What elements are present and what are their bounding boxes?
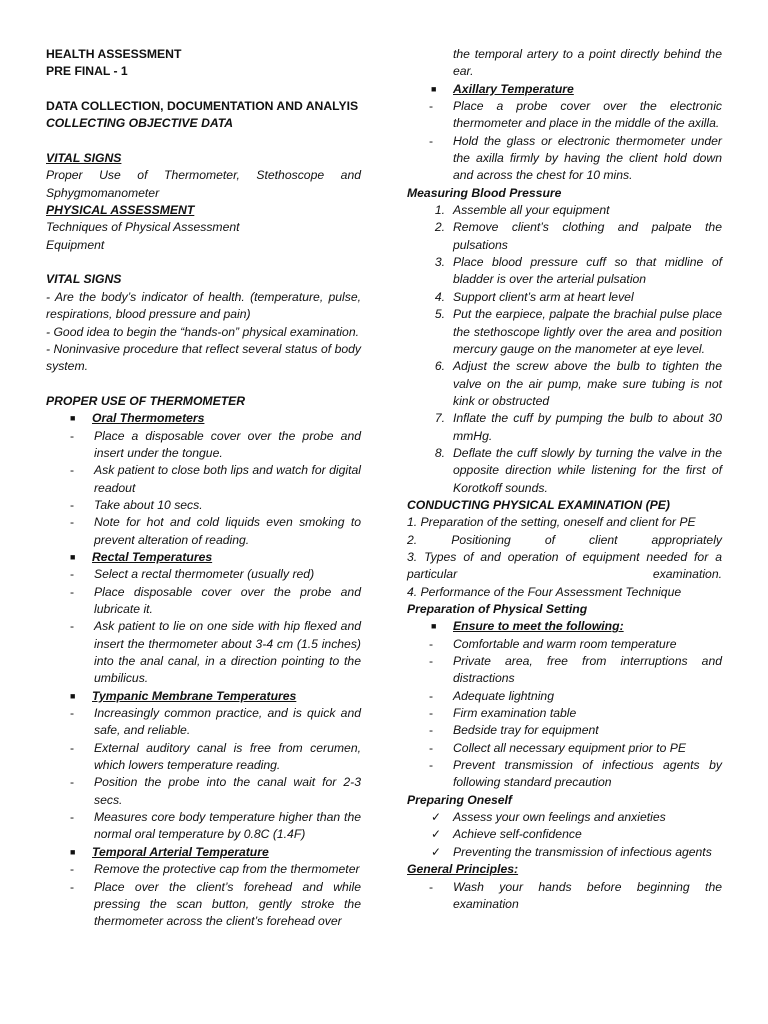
- vital-signs-heading: VITAL SIGNS: [46, 151, 122, 166]
- list-item-text: External auditory canal is free from cerumen, which lowers temperature reading.: [94, 740, 361, 773]
- document-title: HEALTH ASSESSMENT: [46, 47, 182, 61]
- list-item-text: Hold the glass or electronic thermometer under the axilla firmly by having the client hold down and across the chest for 10 mins.: [453, 133, 722, 183]
- list-item: [407, 740, 722, 757]
- dash-bullet: -: [70, 619, 75, 634]
- square-bullet-icon: ■: [431, 83, 437, 94]
- list-item: [46, 428, 361, 463]
- list-item: [46, 861, 361, 878]
- ensure-heading: Ensure to meet the following:: [453, 619, 624, 634]
- right-column: [407, 46, 722, 913]
- check-item: [407, 844, 722, 861]
- list-item-text: Collect all necessary equipment prior to PE: [453, 740, 687, 755]
- list-item-text: Adequate lightning: [453, 688, 554, 703]
- dash-bullet: -: [429, 688, 434, 703]
- physical-assessment-line: Equipment: [46, 237, 105, 252]
- vital-signs-point: - Good idea to begin the “hands-on” physical examination.: [46, 324, 360, 339]
- list-item-text: Take about 10 secs.: [94, 497, 203, 512]
- pe-point: 1. Preparation of the setting, oneself and client for PE: [407, 515, 696, 530]
- check-item-text: Assess your own feelings and anxieties: [453, 810, 666, 825]
- list-item: [46, 584, 361, 619]
- dash-bullet: -: [429, 740, 434, 755]
- list-item: [407, 636, 722, 653]
- dash-bullet: -: [70, 879, 75, 894]
- bp-step-text: Place blood pressure cuff so that midline of bladder is over the arterial pulsation: [453, 255, 722, 287]
- list-item-text: Private area, free from interruptions and distractions: [453, 654, 722, 686]
- dash-bullet: -: [429, 654, 434, 669]
- checkmark-icon: ✓: [431, 827, 442, 842]
- pe-point: 4. Performance of the Four Assessment Technique: [407, 584, 682, 599]
- bp-step: [407, 306, 722, 358]
- tympanic-heading: Tympanic Membrane Temperatures: [92, 688, 297, 703]
- list-item: [407, 653, 722, 688]
- pe-point: 3. Types of and operation of equipment needed for a particular examination.: [407, 549, 722, 582]
- checkmark-icon: ✓: [431, 844, 442, 859]
- bp-step-text: Put the earpiece, palpate the brachial pulse place the stethoscope lightly over the area and position mercury gauge on the manometer at eye level.: [453, 307, 722, 356]
- list-item: [407, 879, 722, 914]
- list-item: [407, 98, 722, 133]
- vital-signs-heading-2: VITAL SIGNS: [46, 272, 122, 287]
- dash-bullet: -: [70, 740, 75, 755]
- general-heading: General Principles:: [407, 862, 519, 877]
- check-item: [407, 809, 722, 826]
- dash-bullet: -: [70, 810, 75, 825]
- list-item: [407, 757, 722, 792]
- dash-bullet: -: [429, 133, 434, 148]
- pe-heading: CONDUCTING PHYSICAL EXAMINATION (PE): [407, 497, 670, 512]
- setting-heading: Preparation of Physical Setting: [407, 602, 588, 616]
- dash-bullet: -: [70, 706, 75, 721]
- check-item-text: Preventing the transmission of infectious agents: [453, 844, 712, 859]
- dash-bullet: -: [429, 879, 434, 894]
- dash-bullet: -: [70, 775, 75, 790]
- oneself-heading: Preparing Oneself: [407, 792, 512, 807]
- list-item-text: Place disposable cover over the probe and lubricate it.: [94, 584, 361, 616]
- dash-bullet: -: [70, 515, 75, 530]
- list-item: [46, 740, 361, 775]
- list-item: [46, 809, 361, 844]
- check-item-text: Achieve self-confidence: [453, 827, 582, 842]
- dash-bullet: -: [70, 428, 75, 443]
- dash-bullet: -: [429, 758, 434, 773]
- bp-step: [407, 358, 722, 410]
- list-item-text: Increasingly common practice, and is quick and safe, and reliable.: [94, 706, 361, 738]
- list-item: [46, 705, 361, 740]
- dash-bullet: 2.: [434, 220, 445, 235]
- axillary-heading: Axillary Temperature: [453, 81, 574, 96]
- bp-step: [407, 254, 722, 289]
- document-subtitle: PRE FINAL - 1: [46, 64, 128, 79]
- list-item: [46, 566, 361, 583]
- dash-bullet: -: [70, 584, 75, 599]
- dash-bullet: -: [70, 862, 75, 877]
- list-item-text: Remove the protective cap from the thermometer: [94, 862, 360, 877]
- list-item-text: Prevent transmission of infectious agents by following standard precaution: [453, 758, 722, 790]
- list-item: [407, 705, 722, 722]
- list-item: [407, 722, 722, 739]
- bp-step: [407, 445, 722, 497]
- list-item-text: Ask patient to lie on one side with hip flexed and insert the thermometer about 3-4 cm (1.5 inches) into the anal canal, in a direction pointing to the umbilicus.: [94, 619, 361, 686]
- list-item: [46, 462, 361, 497]
- thermometer-heading: PROPER USE OF THERMOMETER: [46, 393, 246, 408]
- list-item: [407, 133, 722, 185]
- list-item-text: Position the probe into the canal wait for 2-3 secs.: [94, 775, 361, 807]
- dash-bullet: -: [429, 723, 434, 738]
- dash-bullet: -: [429, 636, 434, 651]
- dash-bullet: -: [70, 463, 75, 478]
- check-item: [407, 826, 722, 843]
- bp-step: [407, 410, 722, 445]
- ensure-subheading: [407, 618, 722, 635]
- left-column: [46, 46, 361, 931]
- list-item: [46, 618, 361, 687]
- subsection-oral: [46, 410, 361, 427]
- square-bullet-icon: ■: [70, 846, 76, 857]
- bp-step-text: Adjust the screw above the bulb to tighten the valve on the air pump, make sure tubing is not kink or obstructed: [453, 359, 722, 408]
- list-item-text: Select a rectal thermometer (usually red): [94, 567, 315, 582]
- section-title: DATA COLLECTION, DOCUMENTATION AND ANALYIS: [46, 99, 359, 114]
- dash-bullet: 4.: [434, 289, 445, 304]
- subsection-tympanic: [46, 688, 361, 705]
- rectal-heading: Rectal Temperatures: [92, 549, 213, 564]
- section-subtitle: COLLECTING OBJECTIVE DATA: [46, 116, 234, 131]
- square-bullet-icon: ■: [431, 621, 437, 632]
- bp-step-text: Assemble all your equipment: [453, 203, 610, 218]
- list-item-text: Place a probe cover over the electronic thermometer and place in the middle of the axilla.: [453, 99, 722, 131]
- physical-assessment-line: Techniques of Physical Assessment: [46, 220, 240, 235]
- list-item-text: Comfortable and warm room temperature: [453, 636, 677, 651]
- dash-bullet: 8.: [434, 445, 445, 460]
- bp-step-text: Deflate the cuff slowly by turning the valve in the opposite direction while listening for the first of Korotkoff sounds.: [453, 445, 722, 495]
- dash-bullet: 3.: [434, 255, 445, 270]
- bp-step: [407, 289, 722, 306]
- dash-bullet: -: [429, 706, 434, 721]
- oral-heading: Oral Thermometers: [92, 411, 205, 426]
- physical-assessment-heading: PHYSICAL ASSESSMENT: [46, 203, 195, 218]
- bp-step: [407, 219, 722, 254]
- subsection-axillary: [407, 81, 722, 98]
- subsection-temporal: [46, 844, 361, 861]
- list-item-text: Wash your hands before beginning the examination: [453, 879, 722, 911]
- list-item: [407, 688, 722, 705]
- checkmark-icon: ✓: [431, 810, 442, 825]
- square-bullet-icon: ■: [70, 413, 76, 424]
- bp-heading: Measuring Blood Pressure: [407, 185, 562, 200]
- list-item: [46, 879, 361, 931]
- bp-step: [407, 202, 722, 219]
- temporal-heading: Temporal Arterial Temperature: [92, 844, 269, 859]
- square-bullet-icon: ■: [70, 690, 76, 701]
- dash-bullet: -: [429, 99, 434, 114]
- vital-signs-point: - Noninvasive procedure that reflect several status of body system.: [46, 341, 361, 374]
- list-item-text: Note for hot and cold liquids even smoking to prevent alteration of reading.: [94, 515, 361, 547]
- list-item-text: Place over the client’s forehead and while pressing the scan button, gently stroke the thermometer across the client’s forehead over: [94, 879, 361, 929]
- list-item-text: Firm examination table: [453, 706, 577, 721]
- list-item-text: Ask patient to close both lips and watch for digital readout: [94, 463, 361, 495]
- bp-step-text: Support client’s arm at heart level: [453, 289, 634, 304]
- square-bullet-icon: ■: [70, 551, 76, 562]
- pe-point: 2. Positioning of client appropriately: [407, 532, 722, 547]
- list-item-text: Bedside tray for equipment: [453, 723, 599, 738]
- dash-bullet: -: [70, 497, 75, 512]
- list-item: [46, 497, 361, 514]
- vital-signs-desc: Proper Use of Thermometer, Stethoscope and Sphygmomanometer: [46, 168, 361, 200]
- list-item: [46, 514, 361, 549]
- dash-bullet: -: [70, 567, 75, 582]
- bp-step-text: Inflate the cuff by pumping the bulb to about 30 mmHg.: [453, 411, 722, 443]
- dash-bullet: 6.: [434, 359, 445, 374]
- list-item: [46, 774, 361, 809]
- list-item-text: Place a disposable cover over the probe and insert under the tongue.: [94, 428, 361, 460]
- bp-step-text: Remove client’s clothing and palpate the pulsations: [453, 220, 722, 252]
- temporal-continuation: the temporal artery to a point directly behind the ear.: [453, 47, 722, 79]
- list-item-text: Measures core body temperature higher than the normal oral temperature by 0.8C (1.4F): [94, 810, 361, 842]
- dash-bullet: 1.: [434, 203, 445, 218]
- vital-signs-point: - Are the body’s indicator of health. (temperature, pulse, respirations, blood pressure and pain): [46, 289, 361, 322]
- dash-bullet: 5.: [434, 307, 445, 322]
- subsection-rectal: [46, 549, 361, 566]
- dash-bullet: 7.: [434, 411, 445, 426]
